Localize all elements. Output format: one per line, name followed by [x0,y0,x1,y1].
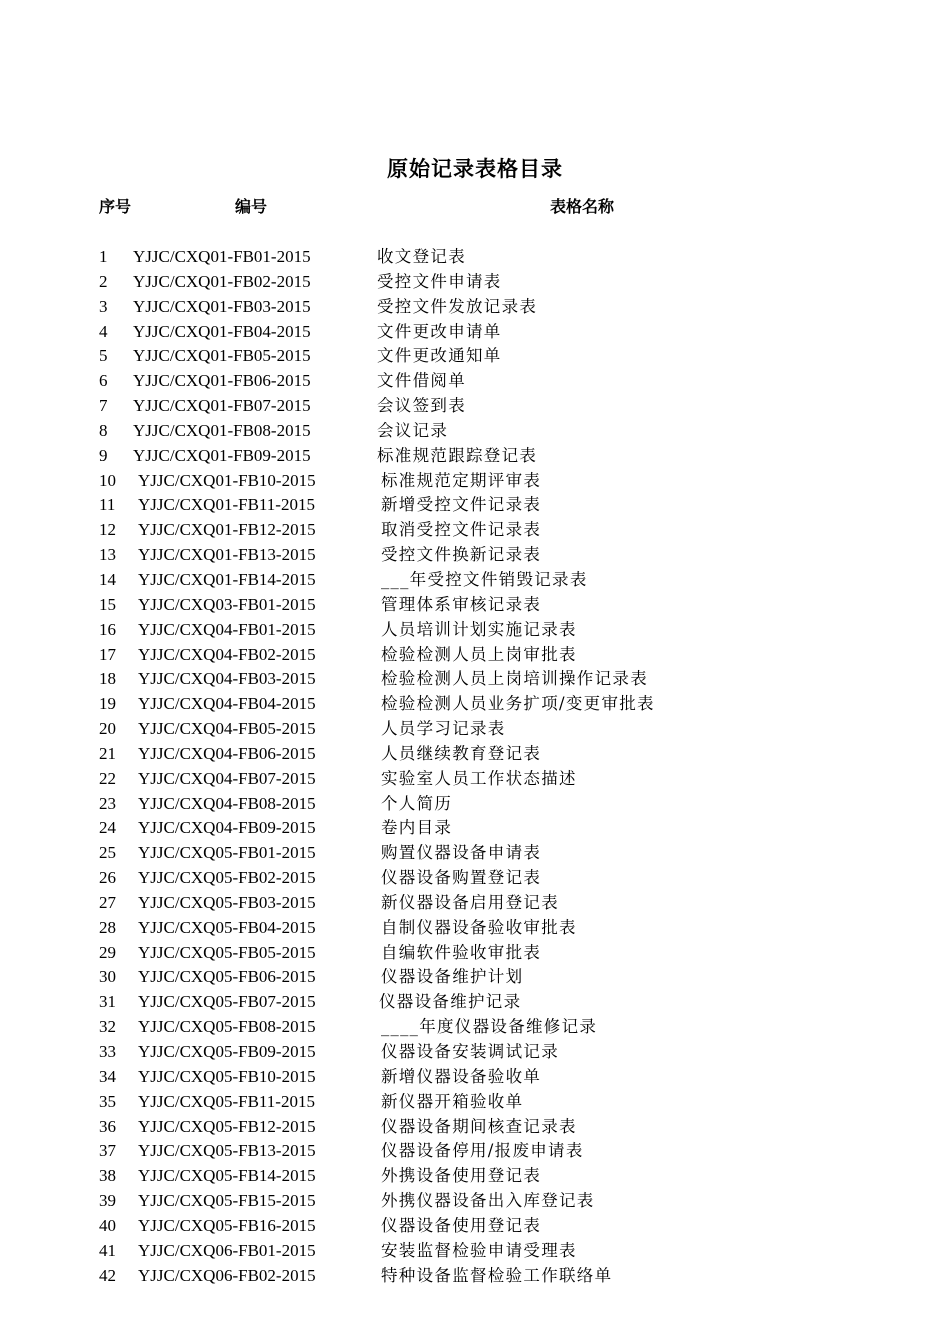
list-item [0,643,950,668]
row-code: YJJC/CXQ05-FB05-2015 [138,942,316,962]
row-name: 卷内目录 [381,818,453,838]
list-item [0,792,950,817]
row-name: 仪器设备维护记录 [379,992,522,1012]
list-item [0,618,950,643]
row-seq: 15 [99,594,116,614]
list-item [0,866,950,891]
row-seq: 40 [99,1215,116,1235]
row-seq: 10 [99,470,116,490]
list-item [0,295,950,320]
row-name: 特种设备监督检验工作联络单 [381,1265,613,1285]
row-seq: 20 [99,719,116,739]
row-code: YJJC/CXQ03-FB01-2015 [138,594,316,614]
row-code: YJJC/CXQ06-FB02-2015 [138,1265,316,1285]
row-seq: 29 [99,942,116,962]
row-seq: 14 [99,569,116,589]
list-item [0,1164,950,1189]
row-seq: 6 [99,371,108,391]
row-code: YJJC/CXQ01-FB11-2015 [138,495,315,515]
row-seq: 23 [99,793,116,813]
row-name: 文件借阅单 [377,371,466,391]
row-seq: 7 [99,396,108,416]
row-name: 仪器设备维护计划 [381,967,524,987]
row-seq: 4 [99,321,108,341]
row-code: YJJC/CXQ06-FB01-2015 [138,1240,316,1260]
row-code: YJJC/CXQ04-FB08-2015 [138,793,316,813]
row-seq: 32 [99,1017,116,1037]
row-name: 外携设备使用登记表 [381,1166,542,1186]
row-code: YJJC/CXQ05-FB02-2015 [138,868,316,888]
row-seq: 5 [99,346,108,366]
row-name: 新仪器设备启用登记表 [381,892,559,912]
row-code: YJJC/CXQ01-FB01-2015 [133,247,311,266]
row-seq: 22 [99,768,116,788]
row-seq: 11 [99,495,116,515]
row-name: ___年受控文件销毁记录表 [381,569,588,589]
row-name: 受控文件换新记录表 [381,545,542,565]
row-seq: 33 [99,1042,116,1061]
row-code: YJJC/CXQ04-FB05-2015 [138,719,316,739]
row-code: YJJC/CXQ04-FB06-2015 [138,743,316,763]
row-code: YJJC/CXQ04-FB01-2015 [138,619,316,639]
row-code: YJJC/CXQ01-FB12-2015 [138,520,316,540]
row-name: 新增受控文件记录表 [381,495,542,515]
row-name: 仪器设备期间核查记录表 [381,1116,577,1136]
list-item [0,245,950,270]
row-code: YJJC/CXQ05-FB13-2015 [138,1141,316,1161]
list-item [0,692,950,717]
row-code: YJJC/CXQ05-FB16-2015 [138,1215,316,1235]
row-name: 管理体系审核记录表 [381,594,542,614]
row-seq: 31 [99,992,116,1012]
row-name: 文件更改申请单 [377,321,502,341]
row-name: 标准规范跟踪登记表 [377,445,538,465]
row-name: 自编软件验收审批表 [381,942,542,962]
list-item [0,891,950,916]
row-seq: 9 [99,445,108,465]
list-item [0,1189,950,1214]
list-item [0,916,950,941]
document-title: 原始记录表格目录 [387,157,563,181]
row-code: YJJC/CXQ05-FB03-2015 [138,892,316,912]
row-name: 实验室人员工作状态描述 [381,768,577,788]
row-code: YJJC/CXQ05-FB09-2015 [138,1042,316,1061]
row-seq: 19 [99,694,116,714]
row-code: YJJC/CXQ04-FB09-2015 [138,818,316,838]
row-code: YJJC/CXQ01-FB10-2015 [138,470,316,490]
row-code: YJJC/CXQ01-FB07-2015 [133,396,311,416]
row-name: 会议记录 [377,420,449,440]
row-name: 安装监督检验申请受理表 [381,1240,577,1260]
row-seq: 37 [99,1141,116,1161]
row-seq: 18 [99,669,116,689]
row-name: 会议签到表 [377,396,466,416]
list-item [0,543,950,568]
row-code: YJJC/CXQ01-FB04-2015 [133,321,311,341]
row-name: 仪器设备安装调试记录 [381,1042,559,1061]
list-item [0,518,950,543]
form-list [0,245,950,1288]
column-header-name: 表格名称 [550,197,615,216]
row-name: 受控文件申请表 [377,271,502,291]
list-item [0,965,950,990]
row-code: YJJC/CXQ05-FB15-2015 [138,1191,316,1211]
list-item [0,369,950,394]
list-item [0,320,950,345]
row-name: 自制仪器设备验收审批表 [381,917,577,937]
row-name: 检验检测人员上岗培训操作记录表 [381,669,648,689]
list-item [0,717,950,742]
row-name: 检验检测人员业务扩项/变更审批表 [381,694,655,714]
row-name: 仪器设备使用登记表 [381,1215,542,1235]
row-seq: 39 [99,1191,116,1211]
row-code: YJJC/CXQ05-FB14-2015 [138,1166,316,1186]
column-header-code: 编号 [235,197,268,216]
row-seq: 24 [99,818,116,838]
row-seq: 41 [99,1240,116,1260]
row-code: YJJC/CXQ01-FB02-2015 [133,271,311,291]
row-seq: 17 [99,644,116,664]
list-item [0,444,950,469]
row-seq: 21 [99,743,116,763]
list-item [0,767,950,792]
list-item [0,1239,950,1264]
list-item [0,990,950,1015]
row-seq: 2 [99,271,108,291]
list-item [0,941,950,966]
row-code: YJJC/CXQ01-FB05-2015 [133,346,311,366]
list-item [0,1115,950,1140]
row-seq: 12 [99,520,116,540]
row-name: 文件更改通知单 [377,346,502,366]
row-name: 外携仪器设备出入库登记表 [381,1191,595,1211]
row-code: YJJC/CXQ04-FB02-2015 [138,644,316,664]
row-seq: 38 [99,1166,116,1186]
list-item [0,493,950,518]
row-seq: 1 [99,247,108,266]
row-code: YJJC/CXQ05-FB06-2015 [138,967,316,987]
row-name: 取消受控文件记录表 [381,520,542,540]
row-code: YJJC/CXQ04-FB03-2015 [138,669,316,689]
list-item [0,1139,950,1164]
row-code: YJJC/CXQ01-FB13-2015 [138,545,316,565]
list-item [0,667,950,692]
row-code: YJJC/CXQ01-FB03-2015 [133,296,311,316]
row-seq: 25 [99,843,116,863]
row-code: YJJC/CXQ05-FB11-2015 [138,1091,315,1111]
row-code: YJJC/CXQ05-FB04-2015 [138,917,316,937]
list-item [0,1090,950,1115]
row-seq: 27 [99,892,116,912]
row-code: YJJC/CXQ01-FB14-2015 [138,569,316,589]
list-item [0,1065,950,1090]
list-item [0,1015,950,1040]
row-name: ____年度仪器设备维修记录 [381,1017,598,1037]
row-name: 人员学习记录表 [381,719,506,739]
row-name: 人员培训计划实施记录表 [381,619,577,639]
row-code: YJJC/CXQ04-FB07-2015 [138,768,316,788]
row-name: 仪器设备停用/报废申请表 [381,1141,584,1161]
row-seq: 28 [99,917,116,937]
row-name: 收文登记表 [377,247,466,266]
list-item [0,344,950,369]
list-item [0,593,950,618]
list-item [0,1214,950,1239]
row-name: 新仪器开箱验收单 [381,1091,524,1111]
row-code: YJJC/CXQ01-FB09-2015 [133,445,311,465]
list-item [0,1040,950,1065]
list-item [0,841,950,866]
row-code: YJJC/CXQ04-FB04-2015 [138,694,316,714]
row-name: 个人简历 [381,793,453,813]
row-name: 购置仪器设备申请表 [381,843,542,863]
row-code: YJJC/CXQ05-FB08-2015 [138,1017,316,1037]
row-name: 标准规范定期评审表 [381,470,542,490]
row-name: 检验检测人员上岗审批表 [381,644,577,664]
list-item [0,568,950,593]
row-code: YJJC/CXQ05-FB07-2015 [138,992,316,1012]
row-seq: 16 [99,619,116,639]
row-name: 新增仪器设备验收单 [381,1066,542,1086]
row-code: YJJC/CXQ05-FB10-2015 [138,1066,316,1086]
row-seq: 8 [99,420,108,440]
row-seq: 36 [99,1116,116,1136]
list-item [0,469,950,494]
column-header-seq: 序号 [99,197,132,216]
list-item [0,419,950,444]
list-item [0,270,950,295]
row-name: 受控文件发放记录表 [377,296,538,316]
row-seq: 30 [99,967,116,987]
row-code: YJJC/CXQ05-FB12-2015 [138,1116,316,1136]
row-seq: 13 [99,545,116,565]
row-name: 仪器设备购置登记表 [381,868,542,888]
row-seq: 35 [99,1091,116,1111]
row-code: YJJC/CXQ01-FB06-2015 [133,371,311,391]
row-name: 人员继续教育登记表 [381,743,542,763]
list-item [0,394,950,419]
list-item [0,742,950,767]
row-seq: 26 [99,868,116,888]
row-seq: 34 [99,1066,116,1086]
row-seq: 42 [99,1265,116,1285]
list-item [0,816,950,841]
row-seq: 3 [99,296,108,316]
list-item [0,1264,950,1289]
row-code: YJJC/CXQ01-FB08-2015 [133,420,311,440]
row-code: YJJC/CXQ05-FB01-2015 [138,843,316,863]
